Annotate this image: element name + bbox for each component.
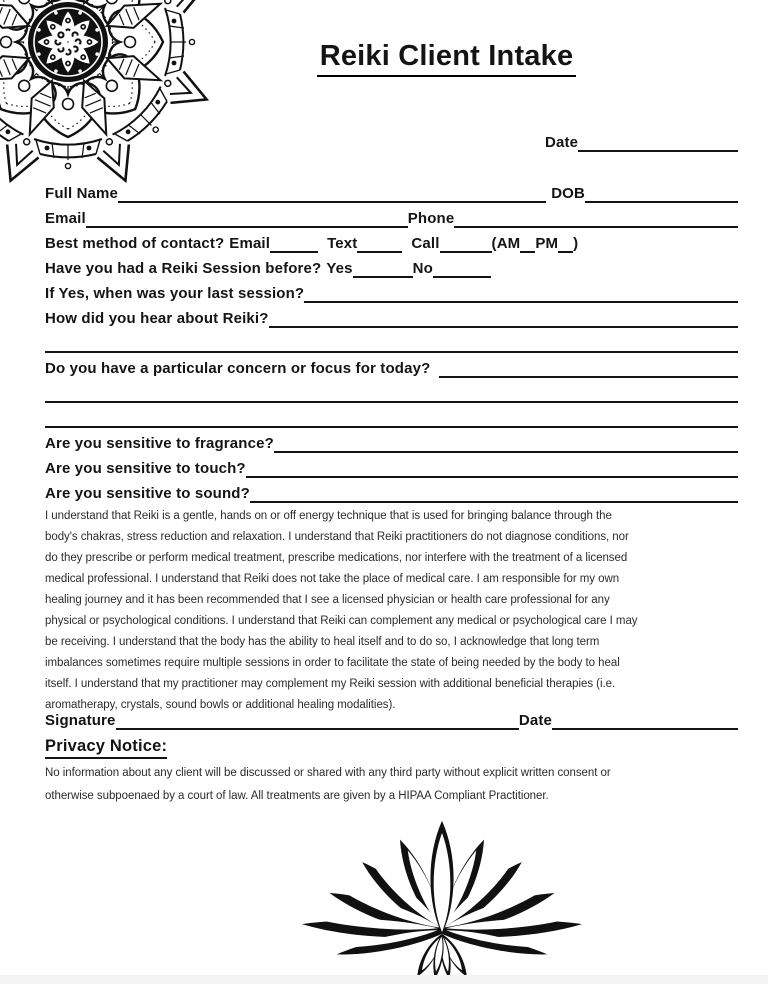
signature-input[interactable] xyxy=(116,712,519,730)
contact-call-label: Call xyxy=(411,235,440,252)
email-label: Email xyxy=(45,210,86,227)
hear-about-question: How did you hear about Reiki? xyxy=(45,310,269,327)
contact-method-row xyxy=(45,228,738,253)
privacy-line: otherwise subpoenaed by a court of law. All treatments are given by a HIPAA Compliant Practitioner. xyxy=(45,790,549,802)
disclaimer-line: imbalances sometimes require multiple sessions in order to facilitate the state of being needed by the body to heal xyxy=(45,657,620,669)
concern-input[interactable] xyxy=(439,360,738,378)
signature-label: Signature xyxy=(45,712,116,729)
last-session-row xyxy=(45,278,738,303)
prior-session-yes-input[interactable] xyxy=(353,262,413,278)
concern-extra-line-2-row xyxy=(45,403,738,428)
phone-input[interactable] xyxy=(454,210,738,228)
email-input[interactable] xyxy=(86,210,408,228)
date-label: Date xyxy=(545,134,579,151)
consent-disclaimer xyxy=(45,506,738,716)
dob-label: DOB xyxy=(551,185,585,202)
fragrance-question: Are you sensitive to fragrance? xyxy=(45,435,274,452)
concern-extra-line-2[interactable] xyxy=(45,410,738,428)
page-title: Reiki Client Intake xyxy=(317,40,577,77)
lotus-icon xyxy=(280,819,604,977)
disclaimer-line: I understand that Reiki is a gentle, hands on or off energy technique that is used for bringing balance through the xyxy=(45,510,612,522)
touch-question: Are you sensitive to touch? xyxy=(45,460,246,477)
full-name-input[interactable] xyxy=(118,185,546,203)
contact-pm-input[interactable] xyxy=(558,237,573,253)
yes-label: Yes xyxy=(326,260,353,277)
lotus-graphic-wrap xyxy=(280,819,604,977)
concern-row xyxy=(45,353,738,378)
touch-row xyxy=(45,453,738,478)
contact-email-input[interactable] xyxy=(270,237,318,253)
disclaimer-line: be receiving. I understand that the body has the ability to heal itself and to do so, I acknowledge that long term xyxy=(45,636,600,648)
disclaimer-line: do they prescribe or perform medical treatment, prescribe medications, nor interfere with the treatment of a licensed xyxy=(45,552,628,564)
privacy-line: No information about any client will be discussed or shared with any third party without explicit written consent or xyxy=(45,767,611,779)
full-name-label: Full Name xyxy=(45,185,119,202)
paren-close: ) xyxy=(573,235,579,252)
signature-date-input[interactable] xyxy=(552,712,738,730)
sound-row xyxy=(45,478,738,503)
contact-method-question: Best method of contact? xyxy=(45,235,225,252)
contact-text-label: Text xyxy=(327,235,358,252)
concern-extra-line-1[interactable] xyxy=(45,385,738,403)
disclaimer-line: medical professional. I understand that Reiki does not take the place of medical care. I am responsible for my own xyxy=(45,573,620,585)
last-session-input[interactable] xyxy=(304,285,738,303)
privacy-heading-row xyxy=(45,737,738,759)
email-phone-row xyxy=(45,203,738,228)
prior-session-question: Have you had a Reiki Session before? xyxy=(45,260,322,277)
no-label: No xyxy=(412,260,433,277)
disclaimer-line: itself. I understand that my practitioner may complement my Reiki session with additional beneficial therapies (i.e. xyxy=(45,678,616,690)
hear-about-input[interactable] xyxy=(269,310,738,328)
date-row xyxy=(545,127,738,152)
hear-about-row xyxy=(45,303,738,328)
privacy-notice-heading: Privacy Notice: xyxy=(45,737,167,759)
fragrance-row xyxy=(45,428,738,453)
touch-input[interactable] xyxy=(246,460,738,478)
prior-session-row xyxy=(45,253,738,278)
phone-label: Phone xyxy=(407,210,455,227)
hear-about-extra-line[interactable] xyxy=(45,335,738,353)
disclaimer-line: physical or psychological conditions. I understand that Reiki can complement any medical or psychological care I may xyxy=(45,615,638,627)
am-label: (AM xyxy=(491,235,521,252)
form-header xyxy=(45,40,738,82)
concern-extra-line-1-row xyxy=(45,378,738,403)
prior-session-no-input[interactable] xyxy=(433,262,491,278)
dob-input[interactable] xyxy=(585,185,738,203)
signature-row xyxy=(45,712,738,730)
disclaimer-line: healing journey and it has been recommended that I see a licensed physician or health care professional for any xyxy=(45,594,610,606)
last-session-question: If Yes, when was your last session? xyxy=(45,285,305,302)
contact-am-input[interactable] xyxy=(520,237,535,253)
full-name-row xyxy=(45,178,738,203)
privacy-notice-body xyxy=(45,762,738,808)
sound-question: Are you sensitive to sound? xyxy=(45,485,250,502)
date-input[interactable] xyxy=(578,134,738,152)
pm-label: PM xyxy=(535,235,559,252)
contact-text-input[interactable] xyxy=(357,237,402,253)
concern-question: Do you have a particular concern or focus for today? xyxy=(45,360,431,377)
hear-about-extra-line-row xyxy=(45,328,738,353)
sound-input[interactable] xyxy=(250,485,738,503)
signature-date-label: Date xyxy=(518,712,552,729)
contact-call-input[interactable] xyxy=(440,237,492,253)
disclaimer-line: body's chakras, stress reduction and relaxation. I understand that Reiki practitioners do not diagnose conditions, nor xyxy=(45,531,629,543)
page-edge-strip xyxy=(0,975,768,984)
contact-email-label: Email xyxy=(229,235,271,252)
fragrance-input[interactable] xyxy=(274,435,738,453)
disclaimer-line: aromatherapy, crystals, sound bowls or additional healing modalities). xyxy=(45,699,396,711)
